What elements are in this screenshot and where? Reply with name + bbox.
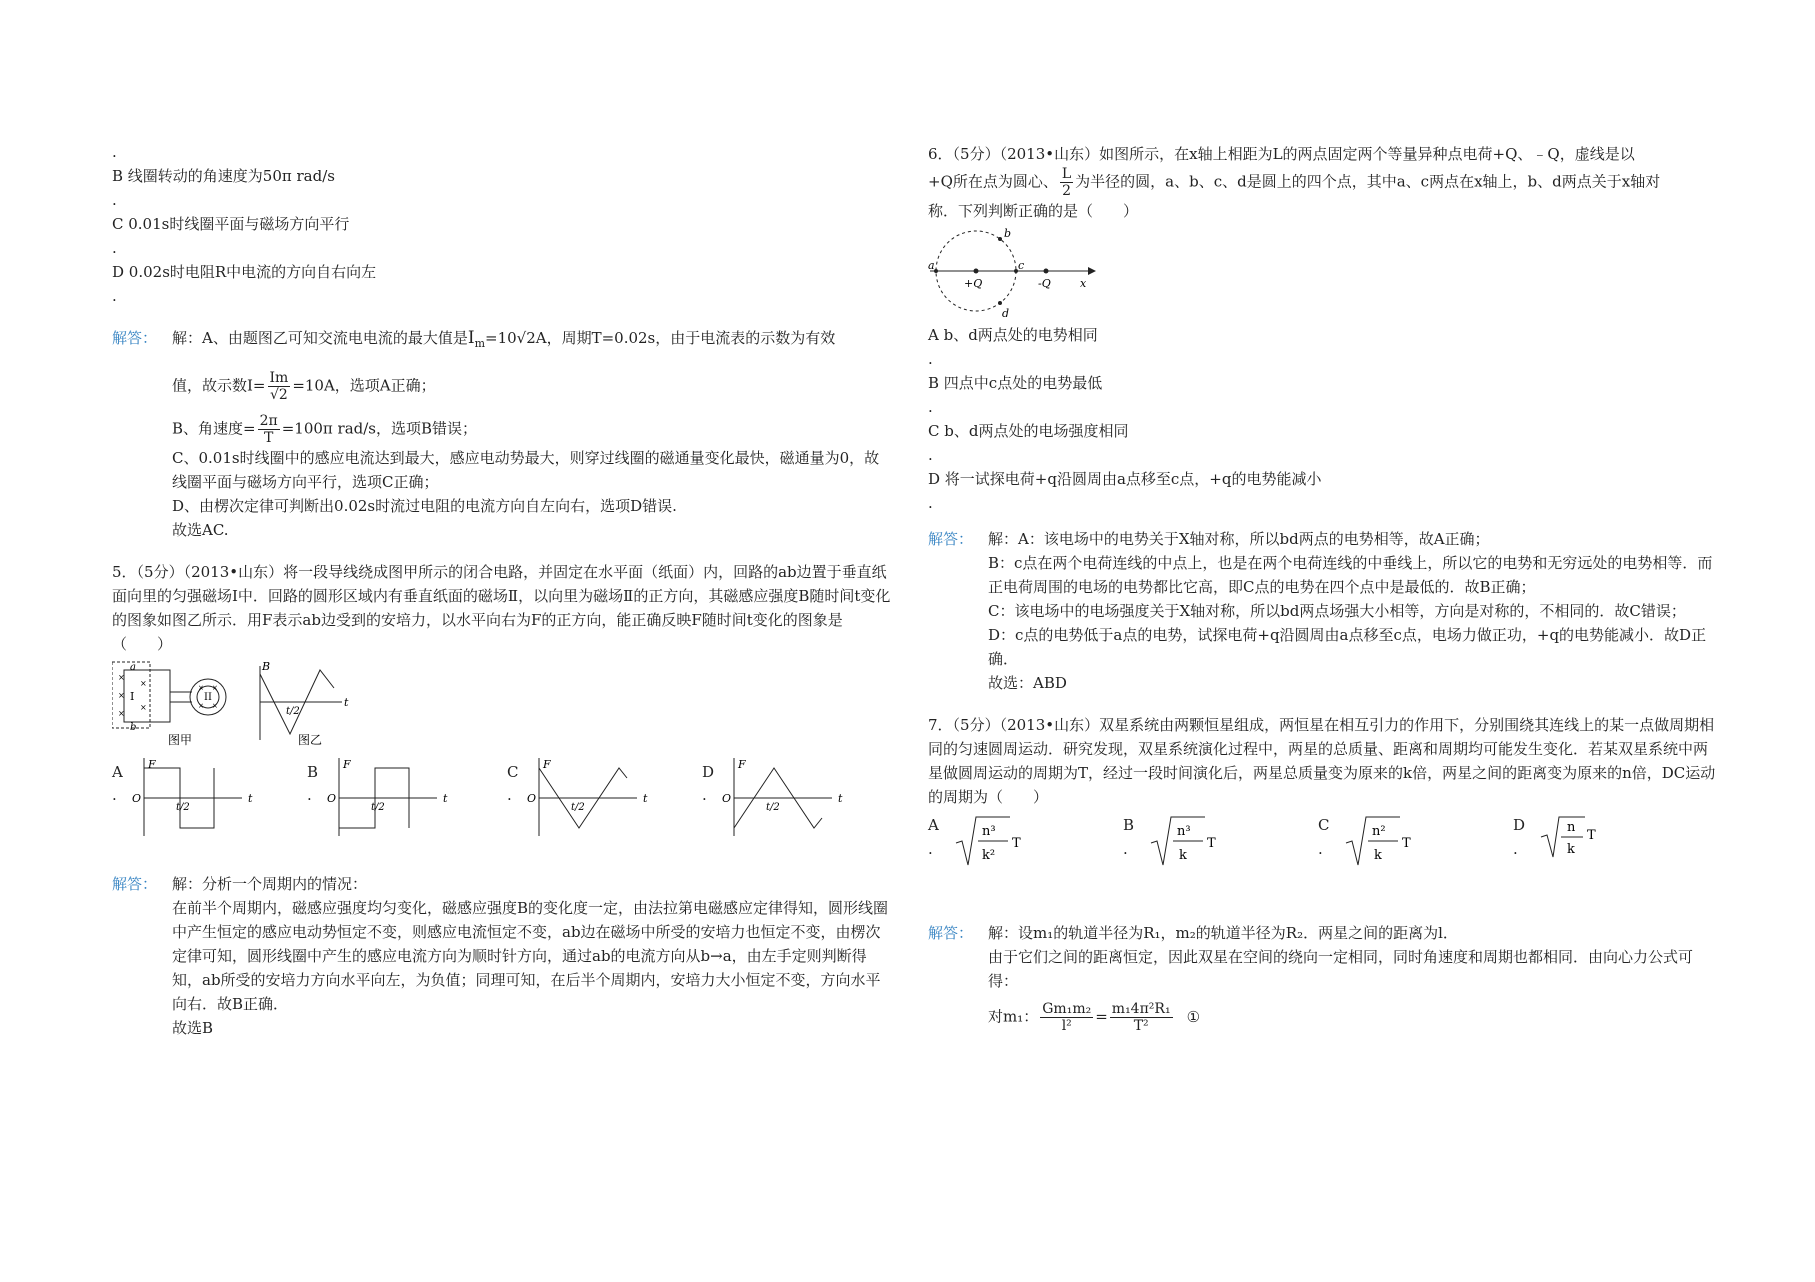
q4-answer-line-d: D、由楞次定律可判断出0.02s时流过电阻的电流方向自左向右，选项D错误. [172,497,677,515]
svg-text:t: t [443,792,448,805]
fraction-centripetal: $\frac{\text{m₁4π²R₁}}{\text{T²}}$ [1111,1001,1171,1034]
svg-text:t: t [838,792,843,805]
q7-option-c[interactable]: C . n² k T [1318,813,1414,869]
svg-text:T: T [1207,836,1216,851]
q4-answer-line-c: C、0.01s时线圈中的感应电流达到最大，感应电动势最大，则穿过线圈的磁通量变化最快，磁通量为0，故线圈平面与磁场方向平行，选项C正确； [172,449,880,491]
svg-text:×: × [212,702,218,710]
svg-text:×: × [118,691,125,700]
svg-text:T: T [1587,828,1596,843]
sqrt-icon [1149,813,1219,869]
right-column: 6．（5分）（2013•山东）如图所示，在x轴上相距为L的两点固定两个等量异种点电荷+Q、﹣Q，虚线是以 +Q所在点为圆心、 $\frac{L}{2}$ 为半径的圆，a、b、c、d是圆上的四个点，其中a、c两点在x轴上，b、d两点关于x轴对 称．下列判断正确的是（ ） a b c d +Q -Q x A b、d两点处的电势相同 . B 四点中c点处的电势最低 . C b、d两点处的电场强度相同 . D 将一试探电荷+q沿圆周由a点移至c点，+q的电势能减小 . 解答： 解：A：该电场中的电势关于X轴对称，所以bd两点的电势相等，故A正确； B：c点在两个电荷连线的中点上，也是在两个电荷连线的中垂线上，所以它的电势和无穷远处的电势相等．而正电荷周围的电场的电势都比它高，即C点的电势在四个点中是最低的．故B正确； C：该电场中的电场强度关于X轴对称，所以bd两点场强大小相等，方向是对称的，不相同的．故C错误； D：c点的电势低于a点的电势，试探电荷+q沿圆周由a点移至c点，电场力做正功，+q的电势能减小．故D正确． 故选：ABD 7．（5分）（2013•山东）双星系统由两颗恒星组成，两恒星在相互引力的作用下，分别围绕其连线上的某一点做周期相同的匀速圆周运动．研究发现，双星系统演化过程中，两星的总质量、距离和周期均可能发生变化．若某双星系统中两星做圆周运动的周期为T，经过一段时间演化后，两星总质量变为原来的k倍，两星之间的距离变为原来的n倍，DC运动的周期为（ ） A . n³ k² T B . n³ k T C . n² k T D . n k T 解答： 解：设m₁的轨道半径为R₁，m₂的轨道半径为R₂．两星之间的距离为l． 由于它们之间的距离恒定，因此双星在空间的绕向一定相同，同时角速度和周期也都相同．由向心力公式可得： 对m₁： $\frac{\text{Gm₁m₂}}{\text{l²}}$ = $\frac{\text{m₁4π²R₁}}{\text{T²}}$ ① [928,142,1718,1034]
svg-text:×: × [140,679,147,688]
q6-option-c[interactable]: C b、d两点处的电场强度相同 [928,422,1129,440]
fraction-2pi-over-t: $\frac{2\pi}{T}$ [259,413,278,446]
q4-option-d[interactable]: D 0.02s时电阻R中电流的方向自右向左 [112,263,377,281]
q4-answer-line1: 解：A、由题图乙可知交流电电流的最大值是 [172,329,468,347]
q7-answer: 解答： 解：设m₁的轨道半径为R₁，m₂的轨道半径为R₂．两星之间的距离为l． 由于它们之间的距离恒定，因此双星在空间的绕向一定相同，同时角速度和周期也都相同．由向心力公式可得： 对m₁： $\frac{\text{Gm₁m₂}}{\text{l²}}$ = $\frac{\text{m₁4π²R₁}}{\text{T²}}$ ① [928,924,1694,1034]
svg-text:n²: n² [1372,824,1386,839]
svg-text:×: × [118,673,125,682]
label-fig-jia: 图甲 [168,733,193,747]
answer-label: 解答： [112,329,158,347]
q4-im: I [467,328,475,348]
svg-text:F: F [148,758,156,771]
q5-graph-c [527,756,667,842]
svg-text:II: II [204,692,212,703]
svg-text:t: t [248,792,253,805]
question-7: 7．（5分）（2013•山东）双星系统由两颗恒星组成，两恒星在相互引力的作用下，分别围绕其连线上的某一点做周期相同的匀速圆周运动．研究发现，双星系统演化过程中，两星的总质量、距离和周期均可能发生变化．若某双星系统中两星做圆周运动的周期为T，经过一段时间演化后，两星总质量变为原来的k倍，两星之间的距离变为原来的n倍，DC运动的周期为（ ） A . n³ k² T B . n³ k T C . n² k T D . n k T [928,713,1718,895]
svg-text:x: x [1080,277,1087,290]
svg-text:t: t [344,696,349,709]
q5-options: A . F O t t/2 B . F O t t/2 C . F O t t/2 D . F O t t/2 [112,756,892,844]
q7-options [928,813,1718,895]
svg-text:×: × [198,684,204,692]
svg-text:O: O [722,792,732,805]
q4-im-value: =10√2A，周期T=0.02s，由于电流表的示数为有效 [485,329,836,347]
q5-graph-d [722,756,862,842]
q6-figure [928,223,1098,323]
q6-option-a[interactable]: A b、d两点处的电势相同 [928,326,1098,344]
sqrt-icon [954,813,1024,869]
q6-answer: 解答： 解：A：该电场中的电势关于X轴对称，所以bd两点的电势相等，故A正确； B：c点在两个电荷连线的中点上，也是在两个电荷连线的中垂线上，所以它的电势和无穷远处的电势相等．而正电荷周围的电场的电势都比它高，即C点的电势在四个点中是最低的．故B正确； C：该电场中的电场强度关于X轴对称，所以bd两点场强大小相等，方向是对称的，不相同的．故C错误； D：c点的电势低于a点的电势，试探电荷+q沿圆周由a点移至c点，电场力做正功，+q的电势能减小．故D正确． 故选：ABD [928,530,1713,692]
q4-answer-conclusion: 故选AC. [172,521,229,539]
svg-text:×: × [118,709,125,718]
svg-text:n: n [1567,820,1576,835]
q5-answer: 解答： 解：分析一个周期内的情况： 在前半个周期内，磁感应强度均匀变化，磁感应强度B的变化度一定，由法拉第电磁感应定律得知，圆形线圈中产生恒定的感应电动势恒定不变，则感应电流恒定不变，ab边在磁场中所受的安培力也恒定不变，由楞次定律可知，圆形线圈中产生的感应电流方向为顺时针方向，通过ab的电流方向从b→a，由左手定则判断得知，ab所受的安培力方向水平向左，为负值；同理可知，在后半个周期内，安培力大小恒定不变，方向水平向右．故B正确． 故选B [112,875,889,1037]
svg-text:×: × [140,703,147,712]
svg-text:t/2: t/2 [371,802,385,813]
q7-option-d[interactable]: D . n k T [1513,813,1609,869]
q4-answer: 解答： 解：A、由题图乙可知交流电电流的最大值是$I_m=10√2A$，周期T=0.02s，由于电流表的示数为有效 值，故示数I= $\frac{Im}{√2}$ =10A，选项A正确； B、角速度= $\frac{2\pi}{T}$ =100π rad/s，选项B错误； C、0.01s时线圈中的感应电流达到最大，感应电动势最大，则穿过线圈的磁通量变化最快，磁通量为0，故线圈平面与磁场方向平行，选项C正确； D、由楞次定律可判断出0.02s时流过电阻的电流方向自左向右，选项D错误. 故选AC. [112,326,892,542]
question-5 [112,560,892,844]
svg-text:k²: k² [982,848,996,863]
fraction-im-over-root2: $\frac{Im}{√2}$ [269,370,289,403]
svg-text:×: × [198,702,204,710]
svg-text:F: F [543,758,551,771]
sqrt-icon [1539,813,1609,869]
q6-stem-line1: 6．（5分）（2013•山东）如图所示，在x轴上相距为L的两点固定两个等量异种点电荷+Q、﹣Q，虚线是以 [928,145,1635,163]
svg-text:k: k [1179,848,1187,863]
label-fig-yi: 图乙 [298,733,323,747]
svg-text:F: F [738,758,746,771]
svg-text:t/2: t/2 [571,802,585,813]
left-column: . B 线圈转动的角速度为50π rad/s . C 0.01s时线圈平面与磁场方向平行 . D 0.02s时电阻R中电流的方向自右向左 . 解答： 解：A、由题图乙可知交流电电流的最大值是$I_m=10√2A$，周期T=0.02s，由于电流表的示数为有效 值，故示数I= $\frac{Im}{√2}$ =10A，选项A正确； B、角速度= $\frac{2\pi}{T}$ =100π rad/s，选项B错误； C、0.01s时线圈中的感应电流达到最大，感应电动势最大，则穿过线圈的磁通量变化最快，磁通量为0，故线圈平面与磁场方向平行，选项C正确； D、由楞次定律可判断出0.02s时流过电阻的电流方向自左向右，选项D错误. 故选AC. 5．（5分）（2013•山东）将一段导线绕成图甲所示的闭合电路，并固定在水平面（纸面）内，回路的ab边置于垂直纸面向里的匀强磁场Ⅰ中．回路的圆形区域内有垂直纸面的磁场Ⅱ，以向里为磁场Ⅱ的正方向，其磁感应强度B随时间t变化的图象如图乙所示．用F表示ab边受到的安培力，以水平向右为F的正方向，能正确反映F随时间t变化的图象是（ ） × × × × × × × × × a b I II 图甲 B t t/2 图乙 A . F O t t/2 B . F O t t/2 C . F O t t/2 D . F O t t/2 解答： 解：分析一个周期内的情况： 在前半个周期内，磁感应强度均匀变化，磁感应强度B的变化度一定，由法拉第电磁感应定律得知，圆形线圈中产生恒定的感应电动势恒定不变，则感应电流恒定不变，ab边在磁场中所受的安培力也恒定不变，由楞次定律可知，圆形线圈中产生的感应电流方向为顺时针方向，通过ab的电流方向从b→a，由左手定则判断得知，ab所受的安培力方向水平向左，为负值；同理可知，在后半个周期内，安培力大小恒定不变，方向水平向右．故B正确． 故选B [112,140,892,1040]
q4-option-b[interactable]: B 线圈转动的角速度为50π rad/s [112,167,335,185]
sqrt-icon [1344,813,1414,869]
svg-text:n³: n³ [1177,824,1191,839]
q5-stem: 5．（5分）（2013•山东）将一段导线绕成图甲所示的闭合电路，并固定在水平面（纸面）内，回路的ab边置于垂直纸面向里的匀强磁场Ⅰ中．回路的圆形区域内有垂直纸面的磁场Ⅱ，以向里为磁场Ⅱ的正方向，其磁感应强度B随时间t变化的图象如图乙所示．用F表示ab边受到的安培力，以水平向右为F的正方向，能正确反映F随时间t变化的图象是（ ） [112,563,891,653]
q7-option-b[interactable]: B . n³ k T [1123,813,1219,869]
fraction-gravity: $\frac{\text{Gm₁m₂}}{\text{l²}}$ [1042,1001,1092,1034]
svg-text:b: b [1004,227,1012,240]
svg-text:×: × [212,684,218,692]
svg-text:I: I [130,690,135,703]
svg-text:O: O [327,792,337,805]
svg-text:B: B [262,660,271,673]
svg-text:t/2: t/2 [766,802,780,813]
svg-text:c: c [1018,259,1025,272]
svg-text:O: O [527,792,537,805]
svg-text:t/2: t/2 [286,706,300,717]
svg-text:a: a [928,259,935,272]
svg-text:-Q: -Q [1038,277,1051,290]
fraction-l-over-2: $\frac{L}{2}$ [1061,166,1072,199]
svg-text:F: F [343,758,351,771]
q5-graph-a [132,756,272,842]
svg-text:t: t [643,792,648,805]
svg-text:n³: n³ [982,824,996,839]
q5-graph-b [327,756,467,842]
svg-text:k: k [1374,848,1382,863]
svg-text:O: O [132,792,142,805]
svg-text:b: b [130,722,137,733]
svg-text:k: k [1567,842,1575,857]
q4-option-c[interactable]: C 0.01s时线圈平面与磁场方向平行 [112,215,350,233]
svg-text:T: T [1402,836,1411,851]
q6-option-d[interactable]: D 将一试探电荷+q沿圆周由a点移至c点，+q的电势能减小 [928,470,1322,488]
svg-text:a: a [130,662,136,673]
q6-option-b[interactable]: B 四点中c点处的电势最低 [928,374,1103,392]
svg-text:T: T [1012,836,1021,851]
q5-figure-jia-yi [112,658,352,748]
q7-option-a[interactable]: A . n³ k² T [928,813,1024,869]
svg-text:+Q: +Q [964,277,983,290]
svg-text:d: d [1002,307,1010,320]
svg-text:t/2: t/2 [176,802,190,813]
